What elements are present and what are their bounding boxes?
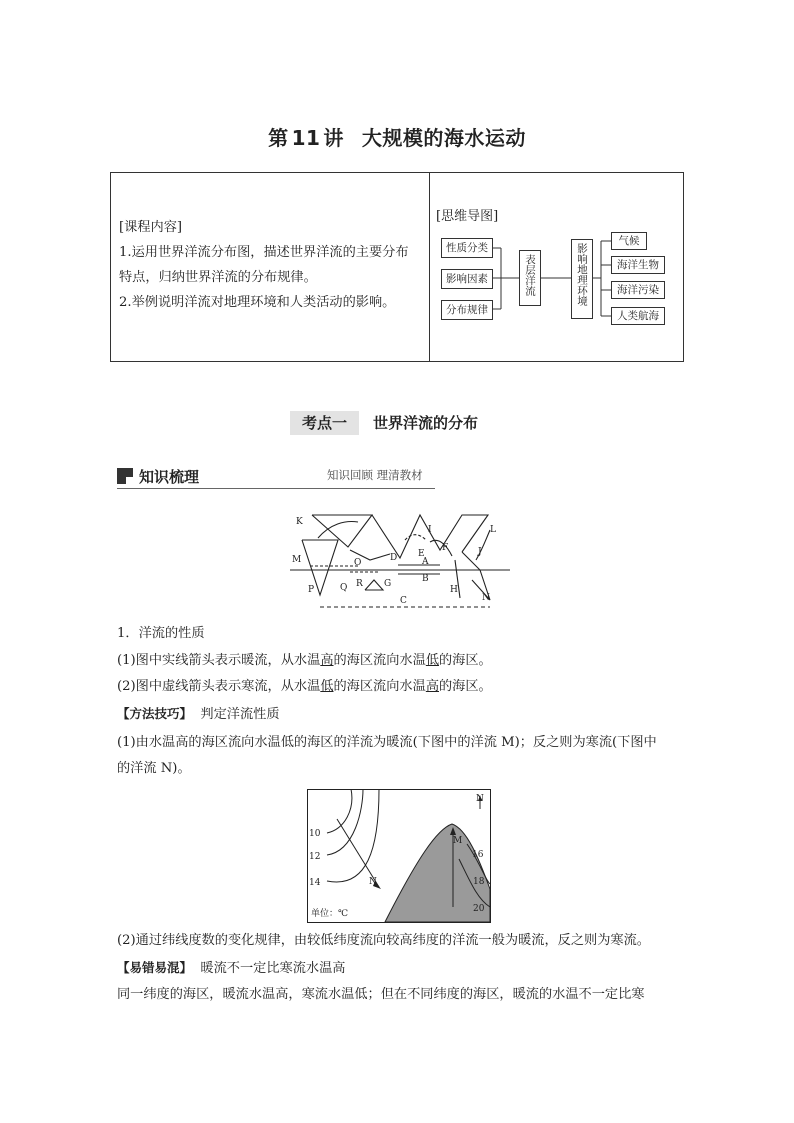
mindmap-node-climate: 气候	[611, 232, 647, 250]
course-item-1a: 1.运用世界洋流分布图，描述世界洋流的主要分布	[119, 245, 409, 260]
label-G: G	[384, 579, 392, 589]
mindmap-node-navigation: 人类航海	[611, 307, 665, 325]
ocean-current-diagram	[290, 510, 510, 614]
section-title	[290, 412, 478, 433]
error-para-1: 同一纬度的海区，暖流水温高，寒流水温低；但在不同纬度的海区，暖流的水温不一定比寒	[117, 987, 645, 1002]
label-M: M	[292, 555, 302, 565]
label-P: P	[308, 585, 315, 595]
label-C: C	[400, 596, 407, 606]
isotherm-10: 10	[309, 829, 321, 839]
isotherm-20: 20	[473, 904, 485, 914]
isotherm-16: 16	[472, 850, 484, 860]
unit-label: 单位：℃	[311, 909, 349, 919]
square-icon	[117, 468, 133, 484]
label-E: E	[418, 549, 425, 559]
mindmap-node-pollution: 海洋污染	[611, 281, 665, 299]
course-box	[110, 172, 684, 362]
knowledge-label: 知识梳理	[139, 468, 200, 486]
current-label-M: M	[453, 836, 463, 846]
error-heading: 【易错易混】 暖流不一定比寒流水温高	[117, 960, 346, 976]
label-L: L	[490, 525, 496, 535]
knowledge-underline	[117, 488, 435, 489]
label-J: J	[478, 547, 482, 557]
north-label: N	[476, 794, 484, 804]
method-para-1: (1)由水温高的海区流向水温低的海区的洋流为暖流(下图中的洋流 M)；反之则为寒流(下图中 的洋流 N)。	[117, 735, 657, 776]
mindmap-heading: [思维导图]	[436, 209, 499, 224]
label-K: K	[296, 517, 303, 527]
isotherm-14: 14	[309, 878, 321, 888]
course-item-1b: 特点，归纳世界洋流的分布规律。	[119, 270, 317, 285]
section-tag: 考点一	[290, 411, 359, 435]
knowledge-bar	[117, 467, 435, 491]
label-O: O	[354, 558, 362, 568]
isotherm-18: 18	[473, 877, 485, 887]
label-F: F	[442, 543, 449, 553]
label-A: A	[422, 557, 429, 567]
course-heading: [课程内容]	[119, 220, 183, 235]
label-I: I	[428, 525, 432, 535]
knowledge-subtitle: 知识回顾 理清教材	[327, 468, 423, 482]
label-D: D	[390, 553, 398, 563]
mindmap-node-impact: 影响地理环境	[571, 239, 593, 319]
label-H: H	[450, 585, 458, 595]
mindmap-node-marine-life: 海洋生物	[611, 256, 665, 274]
label-Q: Q	[340, 583, 348, 593]
s1-para-1: (1)图中实线箭头表示暖流，从水温高的海区流向水温低的海区。	[117, 653, 492, 668]
current-label-N: N	[369, 877, 377, 887]
mindmap-node-rules: 分布规律	[441, 300, 493, 320]
label-N: N	[482, 593, 490, 603]
isotherm-diagram	[307, 789, 491, 923]
section-heading: 世界洋流的分布	[373, 414, 479, 432]
s1-title: 1．洋流的性质	[117, 626, 205, 641]
mindmap-node-factors: 影响因素	[441, 269, 493, 289]
s1-para-2: (2)图中虚线箭头表示寒流，从水温低的海区流向水温高的海区。	[117, 679, 492, 694]
method-para-2: (2)通过纬线度数的变化规律，由较低纬度流向较高纬度的洋流一般为暖流，反之则为寒流。	[117, 933, 650, 948]
page-title: 第 11 讲 大规模的海水运动	[268, 126, 526, 150]
label-B: B	[422, 574, 429, 584]
mindmap-node-nature: 性质分类	[441, 238, 493, 258]
course-item-2: 2.举例说明洋流对地理环境和人类活动的影响。	[119, 295, 396, 310]
mindmap-node-surface-current: 表层洋流	[519, 250, 541, 306]
label-R: R	[356, 579, 363, 589]
isotherm-12: 12	[309, 852, 321, 862]
method-heading: 【方法技巧】 判定洋流性质	[117, 706, 280, 722]
course-content	[119, 215, 429, 315]
